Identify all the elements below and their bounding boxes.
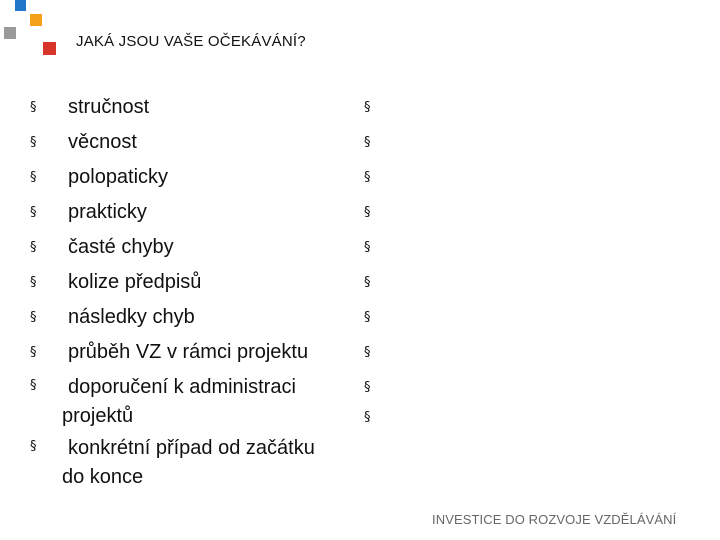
list-item xyxy=(30,300,360,335)
bullet-icon: § xyxy=(30,275,37,290)
bullet-icon: § xyxy=(30,100,37,115)
empty-list-item xyxy=(364,335,384,370)
bullet-icon: § xyxy=(364,345,371,360)
list-item-text-continued: do konce xyxy=(62,466,144,488)
bullet-icon: § xyxy=(364,310,371,325)
bullet-icon: § xyxy=(30,310,37,325)
empty-list-item xyxy=(364,195,384,230)
footer-text: INVESTICE DO ROZVOJE VZDĚLÁVÁNÍ xyxy=(432,512,677,527)
list-item-text: prakticky xyxy=(68,201,147,223)
bullet-icon: § xyxy=(364,205,371,220)
bullet-icon: § xyxy=(364,275,371,290)
empty-list-item xyxy=(364,300,384,335)
list-item-text: doporučení k administraci xyxy=(68,376,296,398)
bullet-icon: § xyxy=(364,380,371,395)
list-item-text: stručnost xyxy=(68,96,150,118)
bullet-icon: § xyxy=(30,135,37,150)
expectations-list xyxy=(30,90,360,492)
empty-list-item xyxy=(364,370,384,405)
bullet-icon: § xyxy=(30,240,37,255)
list-item-text: věcnost xyxy=(68,131,137,153)
list-item xyxy=(30,160,360,195)
list-item-text: následky chyb xyxy=(68,306,195,328)
empty-list-item xyxy=(364,230,384,265)
logo-square-orange xyxy=(30,14,42,26)
empty-list-item xyxy=(364,125,384,160)
list-item xyxy=(30,370,360,431)
bullet-icon: § xyxy=(364,170,371,185)
empty-list-item xyxy=(364,90,384,125)
list-item xyxy=(30,335,360,370)
list-item-text-continued: projektů xyxy=(62,405,134,427)
list-item xyxy=(30,431,360,492)
bullet-icon: § xyxy=(30,345,37,360)
bullet-icon: § xyxy=(30,439,37,454)
list-item-text: konkrétní případ od začátku xyxy=(68,437,315,459)
list-item xyxy=(30,265,360,300)
bullet-icon: § xyxy=(364,100,371,115)
bullet-icon: § xyxy=(30,378,37,393)
page-title: JAKÁ JSOU VAŠE OČEKÁVÁNÍ? xyxy=(76,33,306,50)
empty-list-item xyxy=(364,160,384,195)
list-item xyxy=(30,90,360,125)
bullet-icon: § xyxy=(364,135,371,150)
logo-square-red xyxy=(43,42,56,55)
bullet-icon: § xyxy=(30,205,37,220)
logo-square-gray xyxy=(4,27,16,39)
list-item xyxy=(30,125,360,160)
logo xyxy=(0,0,60,60)
list-item xyxy=(30,195,360,230)
empty-bullet-column xyxy=(364,90,384,435)
list-item xyxy=(30,230,360,265)
bullet-icon: § xyxy=(364,240,371,255)
empty-list-item xyxy=(364,265,384,300)
empty-list-item xyxy=(364,405,384,435)
list-item-text: časté chyby xyxy=(68,236,174,258)
list-item-text: kolize předpisů xyxy=(68,271,202,293)
list-item-text: polopaticky xyxy=(68,166,169,188)
list-item-text: průběh VZ v rámci projektu xyxy=(68,341,309,363)
logo-square-blue xyxy=(15,0,26,11)
bullet-icon: § xyxy=(30,170,37,185)
bullet-icon: § xyxy=(364,410,371,425)
